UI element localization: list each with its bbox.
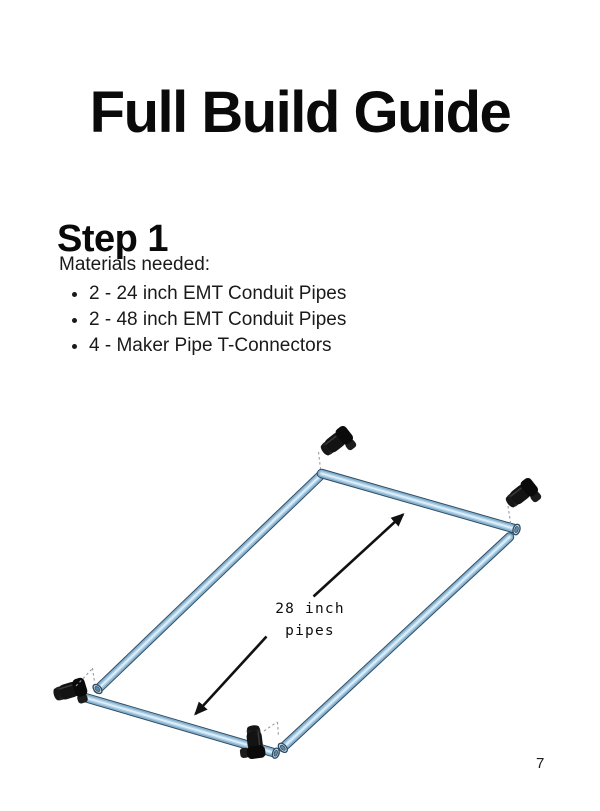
material-item: • 4 - Maker Pipe T-Connectors xyxy=(89,333,479,359)
material-item: • 2 - 48 inch EMT Conduit Pipes xyxy=(89,307,479,333)
materials-label: Materials needed: xyxy=(59,254,211,275)
pipe-bottom-24in xyxy=(85,698,275,754)
page-title: Full Build Guide xyxy=(89,79,511,145)
t-connector xyxy=(317,424,359,464)
leader-line xyxy=(319,452,321,469)
dimension-arrow-lower xyxy=(196,637,267,715)
pipe-length-label-line1: 28 inch xyxy=(275,601,345,617)
page-number: 7 xyxy=(536,755,545,772)
pipe-right-48in xyxy=(283,537,510,748)
material-item: • 2 - 24 inch EMT Conduit Pipes xyxy=(89,281,479,307)
dimension-arrow-upper xyxy=(314,515,404,597)
pipe-length-label xyxy=(250,599,370,642)
t-connector xyxy=(51,677,90,711)
pipe-top-24in xyxy=(322,474,516,530)
step-heading: Step 1 xyxy=(57,217,169,260)
leader-line xyxy=(264,722,279,737)
pipe-left-48in xyxy=(98,474,322,689)
t-connector xyxy=(502,476,544,516)
pipe-length-label-line2: pipes xyxy=(285,622,335,639)
